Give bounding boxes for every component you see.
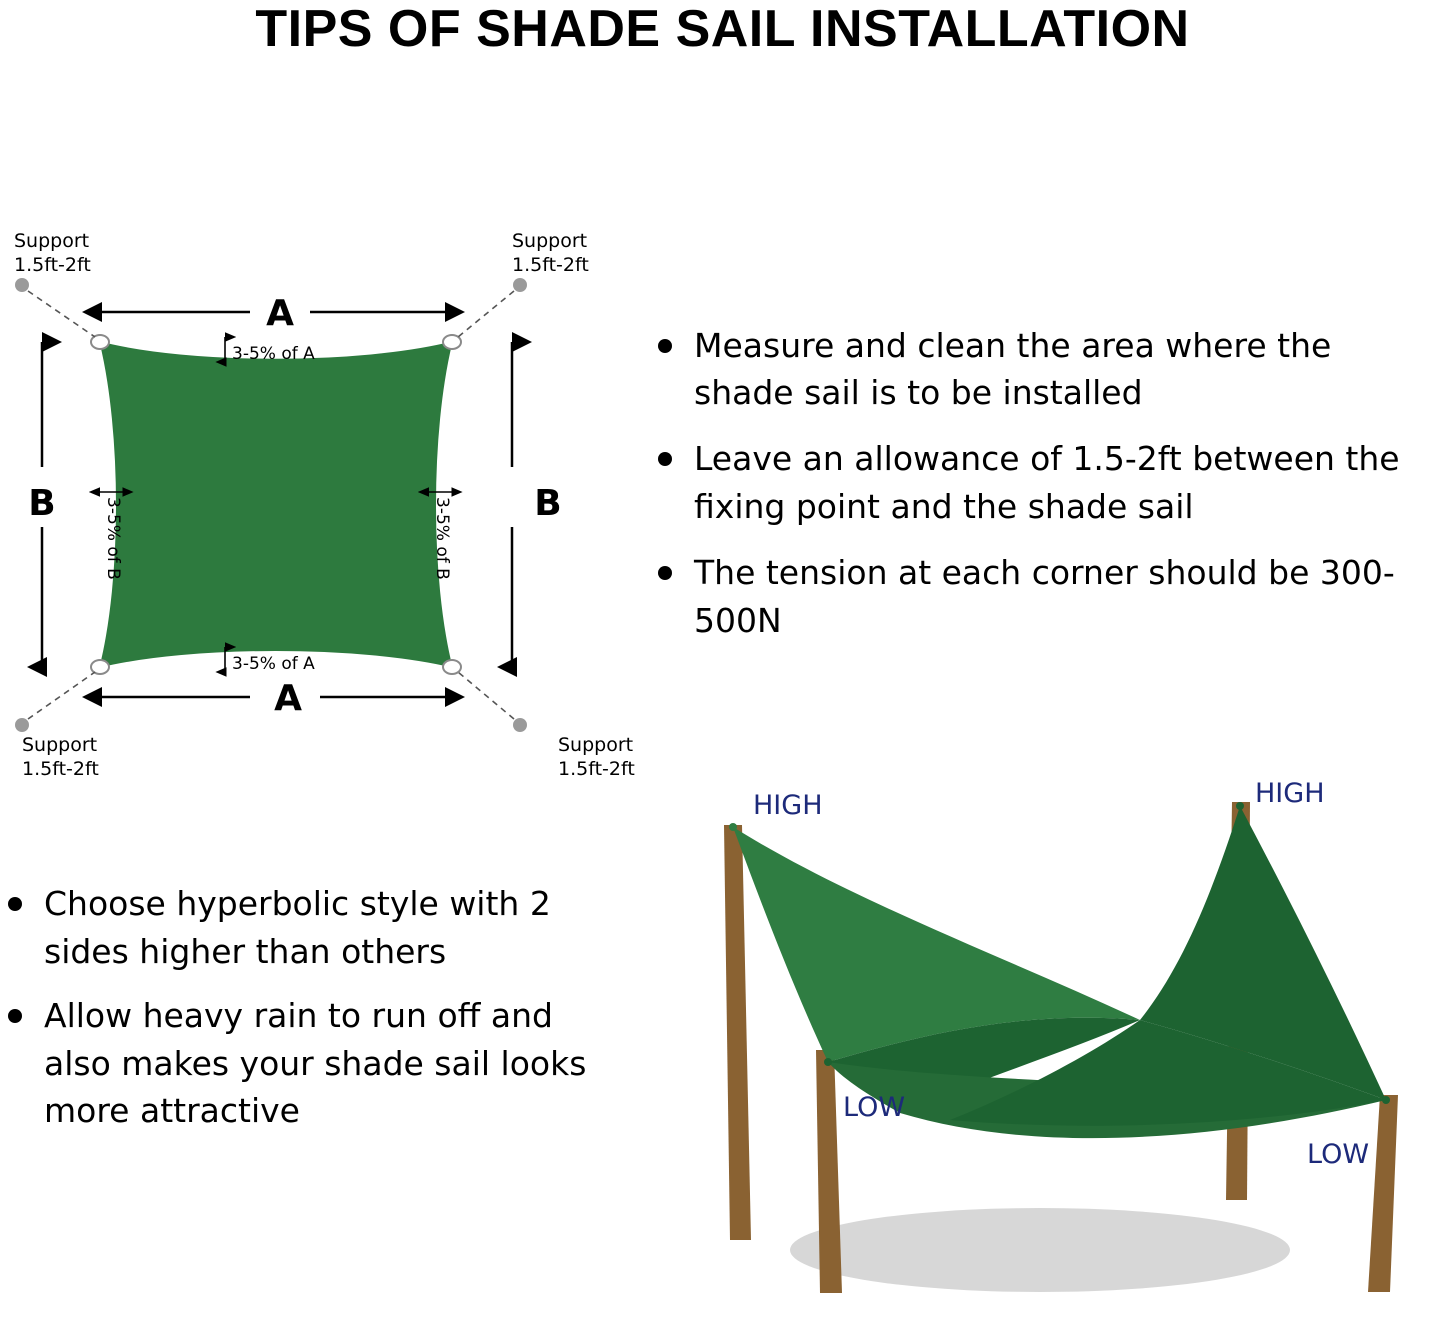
curvature-top: [225, 337, 315, 364]
support-tr-line2: 1.5ft-2ft: [512, 253, 589, 276]
support-br-line1: Support: [558, 733, 634, 756]
ground-shadow: [790, 1208, 1290, 1292]
support-tl-line1: Support: [14, 229, 90, 252]
label-high-right: HIGH: [1255, 778, 1325, 809]
label-high-left: HIGH: [753, 790, 823, 821]
tips-left-list: [0, 880, 620, 1151]
support-tl-line2: 1.5ft-2ft: [14, 253, 91, 276]
tip-right-1: Measure and clean the area where the shade sail is to be installed: [650, 322, 1440, 418]
dimension-top-a: [102, 293, 450, 334]
curvature-right: [429, 492, 453, 580]
label-left-b: B: [28, 482, 56, 524]
label-curve-top: 3-5% of A: [232, 343, 315, 364]
label-curve-bottom: 3-5% of A: [232, 653, 315, 674]
support-bl-line2: 1.5ft-2ft: [22, 757, 99, 780]
tips-right-list: [650, 322, 1440, 663]
label-curve-left: 3-5% of B: [103, 496, 123, 580]
tip-right-2: Leave an allowance of 1.5-2ft between the fixing point and the shade sail: [650, 435, 1440, 531]
hyperbolic-sail-diagram: [620, 780, 1440, 1325]
support-tr-line1: Support: [512, 229, 588, 252]
rectangular-sail-diagram: [0, 197, 660, 780]
curvature-left: [100, 492, 124, 580]
label-top-a: A: [266, 292, 294, 334]
dimension-bottom-a: [102, 678, 450, 719]
label-low-left: LOW: [843, 1092, 906, 1123]
label-bottom-a: A: [274, 677, 302, 719]
support-label-top-left: [14, 230, 91, 276]
tip-right-3: The tension at each corner should be 300-500N: [650, 549, 1440, 645]
tip-left-1: Choose hyperbolic style with 2 sides higher than others: [0, 880, 620, 976]
tip-left-2: Allow heavy rain to run off and also makes your shade sail looks more attractive: [0, 992, 620, 1136]
bottom-section: [0, 757, 1445, 1319]
page-title: TIPS OF SHADE SAIL INSTALLATION: [255, 0, 1190, 58]
label-right-b: B: [534, 482, 562, 524]
support-label-top-right: [512, 230, 589, 276]
label-curve-right: 3-5% of B: [432, 496, 452, 580]
sail-shape: [100, 342, 452, 667]
label-low-right: LOW: [1307, 1139, 1370, 1170]
dimension-right-b: [512, 342, 562, 667]
top-section: [0, 57, 1445, 780]
support-bl-line1: Support: [22, 733, 98, 756]
dimension-left-b: [28, 342, 55, 667]
support-br-line2: 1.5ft-2ft: [558, 757, 635, 780]
